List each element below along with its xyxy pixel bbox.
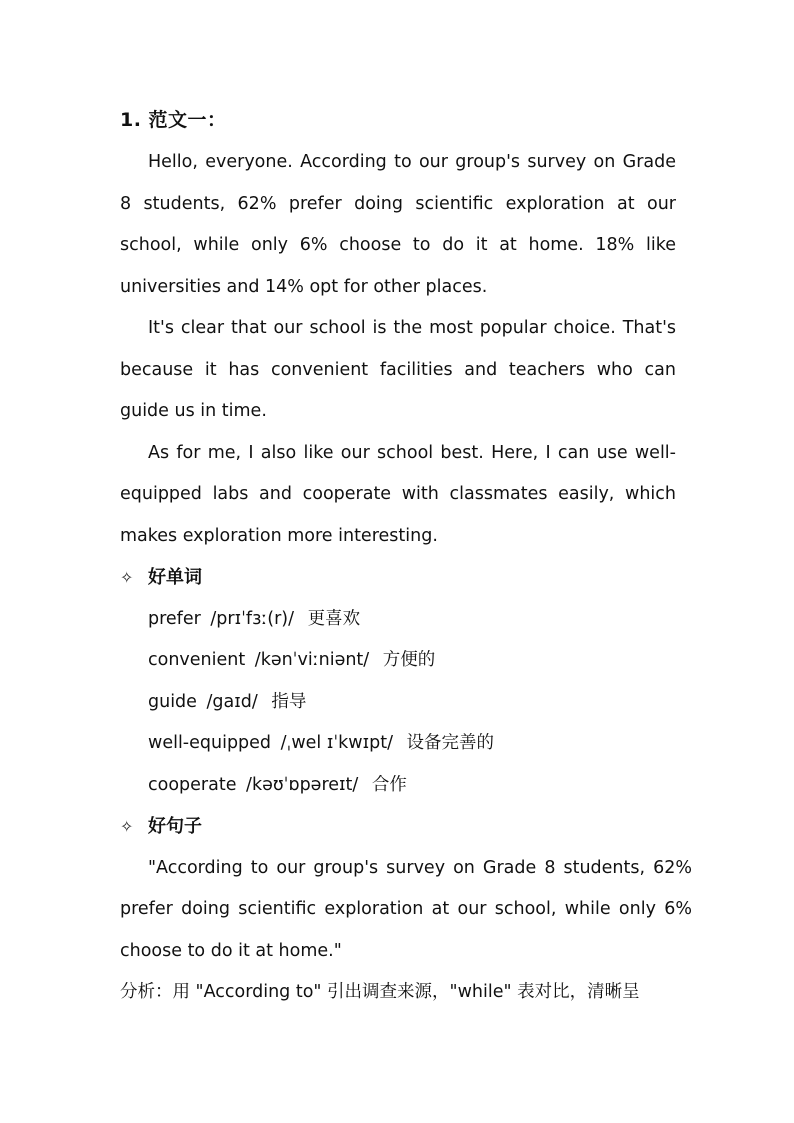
diamond-icon: ✧ — [120, 568, 134, 587]
diamond-icon: ✧ — [120, 817, 134, 836]
essay-paragraph-3: As for me, I also like our school best. Here, I can use well-equipped labs and cooperate with classmates easily, which makes exploration more interesting. — [120, 442, 676, 546]
vocab-meaning: 合作 — [371, 774, 407, 795]
essay — [120, 142, 676, 557]
vocab-phonetic: /prɪˈfɜː(r)/ — [210, 608, 295, 629]
vocab-meaning: 方便的 — [382, 650, 436, 670]
vocab-phonetic: /gaɪd/ — [206, 691, 258, 712]
good-sentences-heading — [120, 806, 676, 848]
vocab-word: cooperate — [148, 774, 237, 795]
vocab-phonetic: /ˌwel ɪˈkwɪpt/ — [280, 733, 393, 753]
vocab-word: prefer — [148, 608, 201, 629]
vocab-word: guide — [148, 691, 197, 712]
essay-paragraph-1: Hello, everyone. According to our group's survey on Grade 8 students, 62% prefer doing scientific exploration at our school, while only 6% choose to do it at home. 18% like universities and 14% opt for other places. — [120, 152, 676, 297]
vocab-meaning: 更喜欢 — [307, 608, 361, 629]
section-heading: 1. 范文一： — [120, 109, 227, 131]
sentence-analysis: 分析：用 "According to" 引出调查来源，"while" 表对比，清晰呈 — [120, 982, 640, 1002]
good-words-title: 好单词 — [148, 567, 202, 588]
good-sentences-title: 好句子 — [148, 816, 202, 837]
essay-paragraph-2: It's clear that our school is the most popular choice. That's because it has convenient facilities and teachers who can guide us in time. — [120, 318, 676, 421]
vocab-meaning: 设备完善的 — [406, 733, 495, 753]
good-words-heading — [120, 557, 676, 599]
vocab-item — [120, 765, 676, 807]
vocab-phonetic: /kənˈviːniənt/ — [254, 650, 370, 670]
vocab-item — [120, 682, 676, 724]
vocab-phonetic: /kəʊˈɒpəreɪt/ — [246, 774, 359, 795]
vocab-word: convenient — [148, 650, 246, 670]
vocab-meaning: 指导 — [271, 691, 307, 712]
vocab-item — [120, 640, 676, 682]
vocab-item — [120, 723, 676, 765]
vocab-list — [120, 599, 676, 807]
good-sentence-quote: "According to our group's survey on Grade 8 students, 62% prefer doing scientific exploration at our school, while only 6% choose to do it at home." — [120, 857, 692, 961]
vocab-word: well-equipped — [148, 733, 272, 753]
vocab-item — [120, 599, 676, 641]
document-content — [120, 103, 692, 1014]
